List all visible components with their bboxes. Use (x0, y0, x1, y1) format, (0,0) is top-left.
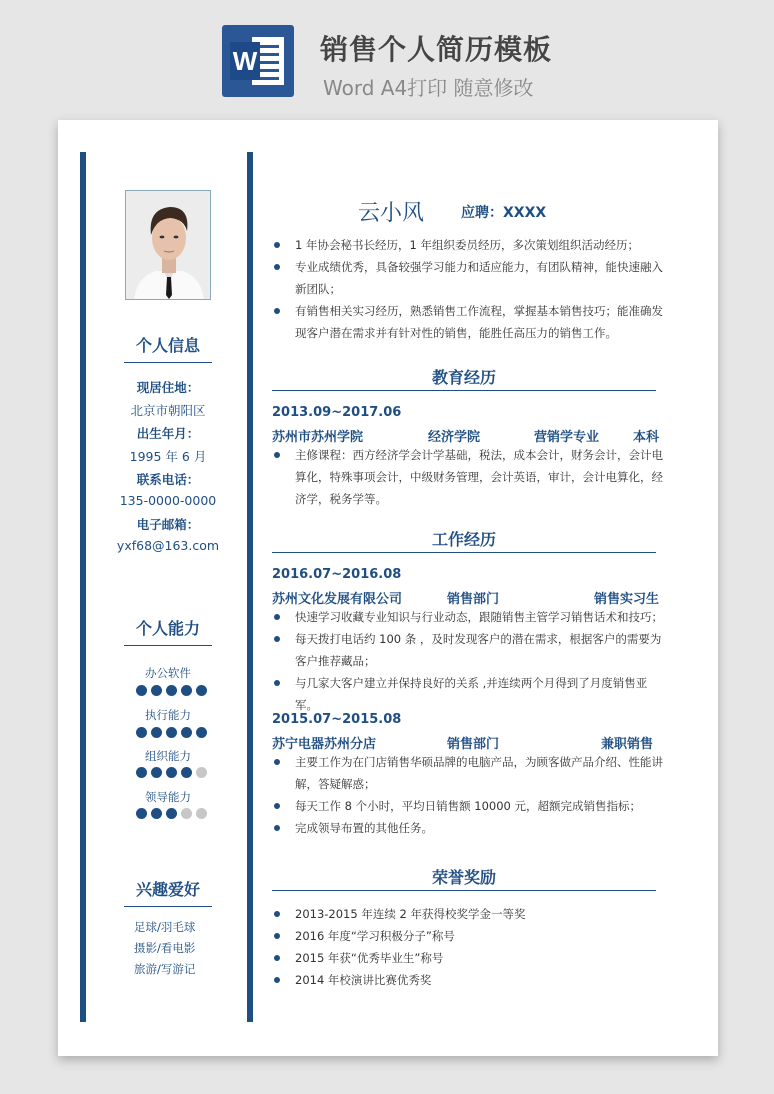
major: 营销学专业 (534, 430, 600, 445)
list-item: 每天工作 8 个小时，平均日销售额 10000 元，超额完成销售指标； (272, 795, 664, 817)
rating-dot-filled (181, 767, 192, 778)
portrait-photo (126, 191, 211, 300)
rating-dot-filled (136, 808, 147, 819)
degree: 本科 (633, 430, 660, 445)
job-list (272, 606, 664, 716)
rating-dot-filled (196, 685, 207, 696)
hobby-heading: 兴趣爱好 (124, 877, 212, 907)
rating-dot-empty (181, 808, 192, 819)
word-icon (222, 25, 294, 97)
rating-dot-filled (196, 727, 207, 738)
rating-dot-filled (166, 685, 177, 696)
phone-label: 联系电话： (136, 472, 200, 487)
address-label: 现居住地： (136, 380, 200, 395)
company: 苏州文化发展有限公司 (272, 592, 403, 607)
email-value: yxf68@163.com (116, 538, 220, 553)
skill-rating (136, 685, 216, 697)
skill-rating (136, 808, 216, 820)
hobby-item: 旅游/写游记 (134, 962, 196, 976)
list-item: 2014 年校演讲比赛优秀奖 (272, 969, 664, 991)
list-item: 主要工作为在门店销售华硕品牌的电脑产品，为顾客做产品介绍、性能讲解，答疑解惑； (272, 751, 664, 795)
divider-bar (247, 152, 253, 1022)
word-logo-letter: W (230, 42, 260, 80)
rating-dot-filled (181, 685, 192, 696)
school: 苏州市苏州学院 (272, 430, 364, 445)
list-item: 每天拨打电话约 100 条 ，及时发现客户的潜在需求，根据客户的需要为客户推荐藏品； (272, 628, 664, 672)
address-value: 北京市朝阳区 (130, 403, 206, 418)
apply-position: 应聘：XXXX (461, 205, 547, 221)
personal-info-heading: 个人信息 (124, 333, 212, 363)
birth-value: 1995 年 6 月 (129, 449, 207, 464)
job-role: 兼职销售 (601, 737, 654, 752)
skill-rating (136, 727, 216, 739)
work-heading: 工作经历 (272, 527, 656, 553)
ability-heading: 个人能力 (124, 616, 212, 646)
rating-dot-empty (196, 808, 207, 819)
phone-value: 135-0000-0000 (119, 493, 217, 508)
birth-label: 出生年月： (136, 426, 200, 441)
job-list (272, 751, 664, 839)
list-item: 主修课程：西方经济学会计学基础，税法，成本会计，财务会计，会计电算化，特殊事项会计，中级财务管理，会计英语，审计，会计电算化，经济学，税务学等。 (272, 444, 664, 510)
skill-name: 组织能力 (145, 749, 191, 763)
rating-dot-filled (181, 727, 192, 738)
template-title: 销售个人简历模板 (320, 33, 553, 66)
department: 销售部门 (447, 592, 500, 607)
job-role: 销售实习生 (594, 592, 660, 607)
college: 经济学院 (428, 430, 481, 445)
list-item: 有销售相关实习经历，熟悉销售工作流程，掌握基本销售技巧；能准确发现客户潜在需求并有针对性的销售，能胜任高压力的销售工作。 (272, 300, 664, 344)
skill-name: 领导能力 (145, 790, 191, 804)
rating-dot-filled (151, 808, 162, 819)
education-list (272, 444, 664, 510)
summary-list (272, 234, 664, 344)
list-item: 2016 年度“学习积极分子”称号 (272, 925, 664, 947)
rating-dot-filled (136, 727, 147, 738)
list-item: 1 年协会秘书长经历，1 年组织委员经历，多次策划组织活动经历； (272, 234, 664, 256)
education-date: 2013.09~2017.06 (272, 405, 402, 420)
rating-dot-filled (151, 767, 162, 778)
list-item: 2013-2015 年连续 2 年获得校奖学金一等奖 (272, 903, 664, 925)
list-item: 与几家大客户建立并保持良好的关系 ,并连续两个月得到了月度销售亚军。 (272, 672, 664, 716)
rating-dot-filled (151, 685, 162, 696)
template-subtitle: Word A4打印 随意修改 (323, 76, 534, 100)
rating-dot-filled (166, 727, 177, 738)
rating-dot-filled (136, 685, 147, 696)
honor-list (272, 903, 664, 991)
list-item: 完成领导布置的其他任务。 (272, 817, 664, 839)
email-label: 电子邮箱： (136, 517, 200, 532)
rating-dot-filled (166, 767, 177, 778)
rating-dot-filled (166, 808, 177, 819)
skill-name: 办公软件 (145, 666, 191, 680)
rating-dot-filled (136, 767, 147, 778)
left-accent-bar (80, 152, 86, 1022)
rating-dot-filled (151, 727, 162, 738)
department: 销售部门 (447, 737, 500, 752)
job-date: 2015.07~2015.08 (272, 712, 402, 727)
list-item: 2015 年获“优秀毕业生”称号 (272, 947, 664, 969)
page-header (0, 0, 774, 110)
list-item: 专业成绩优秀，具备较强学习能力和适应能力，有团队精神，能快速融入新团队； (272, 256, 664, 300)
skill-name: 执行能力 (145, 708, 191, 722)
resume-page (58, 120, 718, 1056)
job-date: 2016.07~2016.08 (272, 567, 402, 582)
list-item: 快速学习收藏专业知识与行业动态，跟随销售主管学习销售话术和技巧； (272, 606, 664, 628)
honor-heading: 荣誉奖励 (272, 865, 656, 891)
skill-rating (136, 767, 216, 779)
company: 苏宁电器苏州分店 (272, 737, 377, 752)
rating-dot-empty (196, 767, 207, 778)
education-heading: 教育经历 (272, 365, 656, 391)
avatar (125, 190, 211, 300)
hobby-item: 足球/羽毛球 (134, 920, 196, 934)
candidate-name: 云小风 (358, 201, 425, 226)
hobby-item: 摄影/看电影 (134, 941, 196, 955)
